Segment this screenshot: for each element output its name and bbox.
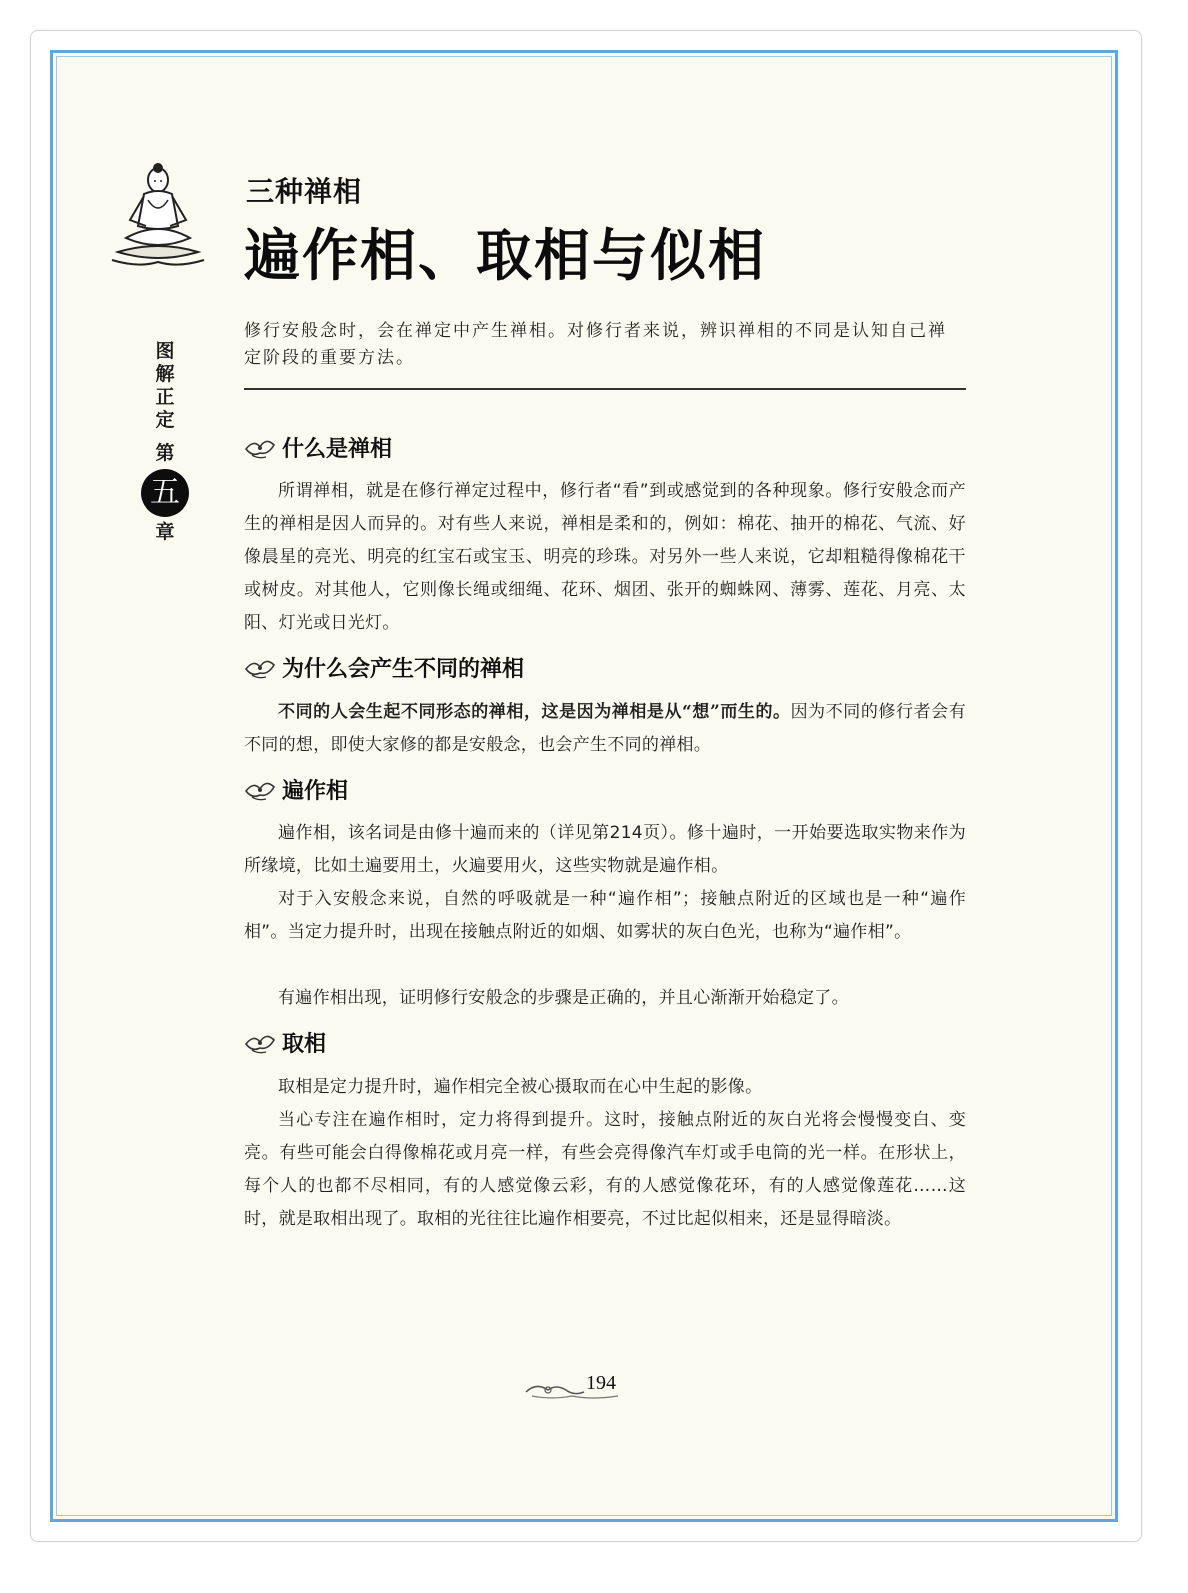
chapter-di: 第 <box>155 442 175 464</box>
lotus-icon <box>244 1030 276 1056</box>
paragraph: 对于入安般念来说，自然的呼吸就是一种“遍作相”；接触点附近的区域也是一种“遍作相”。当定力提升时，出现在接触点附近的如烟、如雾状的灰白色光，也称为“遍作相”。 <box>244 889 966 942</box>
section-heading <box>244 652 524 683</box>
section-title: 什么是禅相 <box>282 436 393 462</box>
series-char: 解 <box>155 363 175 385</box>
section-heading <box>244 1027 326 1058</box>
section-title: 取相 <box>282 1031 327 1057</box>
page-title: 遍作相、取相与似相 <box>244 223 766 289</box>
paragraph: 取相是定力提升时，遍作相完全被心摄取而在心中生起的影像。 <box>278 1077 763 1097</box>
divider <box>244 388 966 390</box>
series-char: 定 <box>155 409 175 431</box>
chapter-tab <box>140 340 190 544</box>
section-kicker: 三种禅相 <box>246 175 363 208</box>
series-char: 正 <box>155 386 175 408</box>
paragraph-rest: 因为不同的修行者会有不同的想，即使大家修的都是安般念，也会产生不同的禅相。 <box>244 702 967 755</box>
paragraph: 遍作相，该名词是由修十遍而来的（详见第214页）。修十遍时，一开始要选取实物来作为所缘境，比如土遍要用土，火遍要用火，这些实物就是遍作相。 <box>244 823 966 876</box>
chapter-zhang: 章 <box>155 521 175 543</box>
section-title: 遍作相 <box>282 778 349 804</box>
chapter-number-badge: 五 <box>141 469 189 517</box>
section-heading <box>244 774 348 805</box>
series-char: 图 <box>155 340 175 362</box>
lotus-icon <box>244 655 276 681</box>
intro-text: 修行安般念时，会在禅定中产生禅相。对修行者来说，辨识禅相的不同是认知自己禅定阶段的重要方法。 <box>244 321 947 368</box>
paragraph <box>244 696 966 762</box>
page-number: 194 <box>586 1372 616 1394</box>
section-heading <box>244 432 392 463</box>
lotus-icon <box>244 777 276 803</box>
lotus-icon <box>244 435 276 461</box>
paragraph: 有遍作相出现，证明修行安般念的步骤是正确的，并且心渐渐开始稳定了。 <box>278 988 849 1008</box>
paragraph: 当心专注在遍作相时，定力将得到提升。这时，接触点附近的灰白光将会慢慢变白、变亮。有些可能会白得像棉花或月亮一样，有些会亮得像汽车灯或手电筒的光一样。在形状上，每个人的也都不尽相同，有的人感觉像云彩，有的人感觉像花环，有的人感觉像莲花……这时，就是取相出现了。取相的光往往比遍作相要亮，不过比起似相来，还是显得暗淡。 <box>244 1110 966 1229</box>
paragraph: 所谓禅相，就是在修行禅定过程中，修行者“看”到或感觉到的各种现象。修行安般念而产生的禅相是因人而异的。对有些人来说，禅相是柔和的，例如：棉花、抽开的棉花、气流、好像晨星的亮光、明亮的红宝石或宝玉、明亮的珍珠。对另外一些人来说，它却粗糙得像棉花干或树皮。对其他人，它则像长绳或细绳、花环、烟团、张开的蜘蛛网、薄雾、莲花、月亮、太阳、灯光或日光灯。 <box>244 481 966 633</box>
section-title: 为什么会产生不同的禅相 <box>282 656 525 682</box>
buddha-figure-icon <box>108 160 208 272</box>
bold-lead: 不同的人会生起不同形态的禅相，这是因为禅相是从“想”而生的。 <box>278 702 791 722</box>
